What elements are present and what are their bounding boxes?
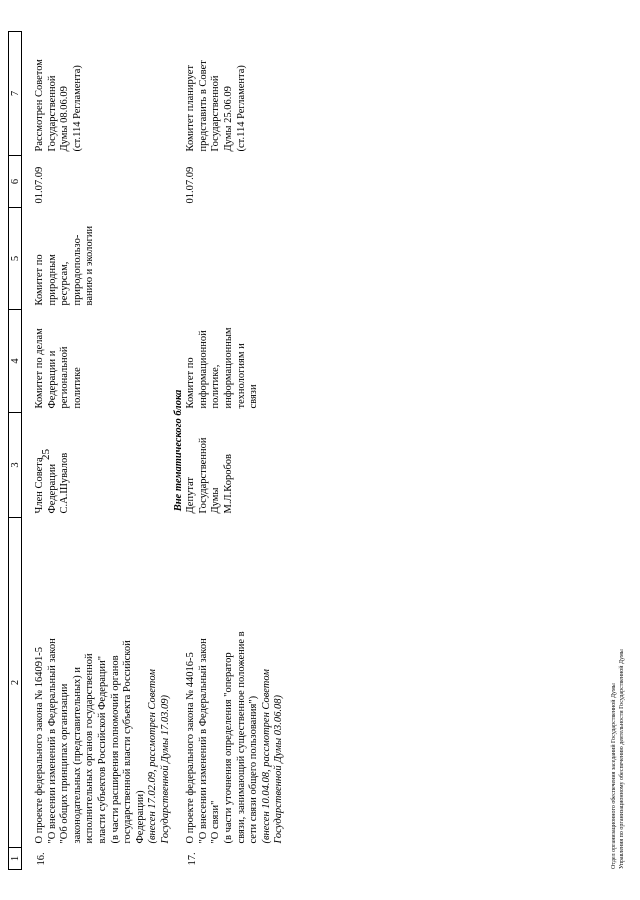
text-line: (внесен 10.04.08, рассмотрен Советом [260,669,272,844]
text-line: (ст.114 Регламента) [71,65,83,152]
co-committee [34,208,173,310]
bill-author [34,413,173,518]
column-number: 2 [9,518,22,848]
footer-line: Управления по организационному обеспечению деятельности Государственной Думы [619,649,625,869]
text-line: информационным [222,327,234,409]
text-line: законодательных (представительных) и [71,666,83,844]
text-line: О проекте федерального закона № 44016-5 [185,652,197,844]
text-line: Думы [210,487,222,514]
text-line: Комитет по [34,254,45,306]
section-heading-row [173,32,186,870]
text-line: С.А.Шувалов [59,452,71,514]
bill-status [34,32,173,156]
text-line: (в части уточнения определения "оператор [222,652,234,844]
bills-table [8,31,286,870]
text-line: связи [248,384,260,409]
text-line: "О внесении изменений в Федеральный закон [197,638,209,844]
text-line: Федерации и [46,350,58,409]
table-row [185,32,286,870]
text-line: (ст.114 Регламента) [235,65,247,152]
bill-description [34,518,173,848]
text-line: Федерации [46,463,58,514]
text-line: Государственной [210,75,222,152]
text-line: "О внесении изменений в Федеральный закон [46,638,58,844]
responsible-committee [185,310,286,413]
text-line: Думы 25.06.09 [222,86,234,152]
bill-description [185,518,286,848]
text-line: информационной [197,330,209,409]
column-number: 4 [9,310,22,413]
bill-author [185,413,286,518]
consideration-date: 01.07.09 [34,166,45,204]
text-line: представить в Совет [197,60,209,152]
block-title: Вне тематического блока [172,389,184,512]
column-number: 1 [9,848,22,870]
text-line: Комитет по делам [34,328,45,409]
text-line: государственной власти субъекта Российской [122,640,134,844]
text-line: Рассмотрен Советом [34,59,45,152]
column-number: 3 [9,413,22,518]
text-line: ресурсам, [59,261,71,306]
text-line: (в части расширения полномочий органов [109,655,121,844]
text-line: "Об общих принципах организации [59,683,71,844]
text-line: политике [71,367,83,409]
text-line: природопользо- [71,234,83,306]
text-line: Комитет планирует [185,65,197,152]
column-number-row [9,32,22,870]
row-number: 16. [36,852,47,866]
text-line: технологиям и [235,343,247,409]
column-number: 7 [9,32,22,156]
co-committee [185,208,286,310]
consideration-date: 01.07.09 [185,166,197,204]
page-number: 25 [40,449,52,460]
text-line: Член Совета [34,457,45,514]
text-line: Государственной Думы 03.06.08) [273,695,285,844]
text-line: (внесен 17.02.09, рассмотрен Советом [147,669,159,844]
text-line: связи, занимающий существенное положение в [235,631,247,844]
text-line: сети связи общего пользования") [248,695,260,844]
column-number: 5 [9,208,22,310]
text-line: Депутат [185,476,197,514]
text-line: региональной [59,346,71,409]
text-line: политике, [210,364,222,409]
table-row [34,32,173,870]
text-line: Государственной [197,437,209,514]
text-line: О проекте федерального закона № 164091-5 [34,646,45,844]
text-line: Федерации) [134,790,146,844]
text-line: исполнительных органов государственной [84,653,96,844]
text-line: "О связи" [210,800,222,844]
text-line: Комитет по [185,357,197,409]
text-line: ванию и экологии [84,225,96,306]
row-number: 17. [187,852,199,866]
column-number: 6 [9,156,22,208]
text-line: Думы 08.06.09 [59,86,71,152]
text-line: Государственной Думы 17.03.09) [159,695,171,844]
text-line: Государственной [46,75,58,152]
text-line: власти субъектов Российской Федерации" [96,655,108,844]
footer [610,649,626,869]
footer-line: Отдел организационного обеспечения заседаний Государственной Думы [611,683,617,869]
text-line: М.Л.Коробов [222,454,234,514]
responsible-committee [34,310,173,413]
text-line: природным [46,254,58,306]
bill-status [185,32,286,156]
